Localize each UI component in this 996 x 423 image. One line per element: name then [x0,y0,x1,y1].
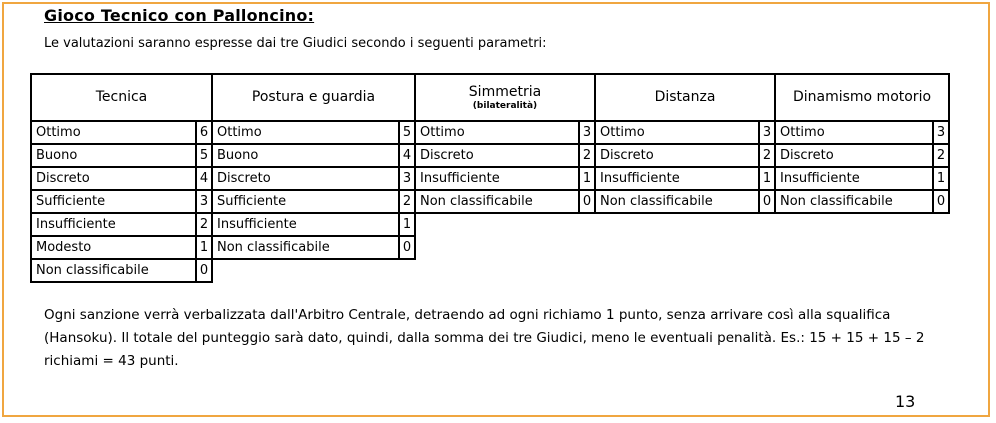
table-row [31,190,212,213]
row-score: 4 [399,144,415,167]
table-row [212,167,415,190]
row-score: 0 [399,236,415,259]
table-row [212,213,415,236]
row-label: Insufficiente [775,167,933,190]
table-header: Simmetria (bilateralità) [415,74,595,121]
row-label: Insufficiente [415,167,579,190]
table-header: Dinamismo motorio [775,74,949,121]
table-simmetria [414,73,596,214]
table-row [595,144,775,167]
row-label: Insufficiente [31,213,196,236]
table-row [212,121,415,144]
row-label: Discreto [595,144,759,167]
row-score: 2 [196,213,212,236]
row-score: 2 [579,144,595,167]
row-label: Ottimo [212,121,399,144]
table-distanza [594,73,776,214]
table-row [31,259,212,282]
row-score: 3 [759,121,775,144]
row-label: Non classificabile [775,190,933,213]
table-row [775,144,949,167]
page-number: 13 [895,392,916,411]
table-header: Postura e guardia [212,74,415,121]
row-score: 1 [399,213,415,236]
row-score: 1 [196,236,212,259]
row-score: 4 [196,167,212,190]
row-label: Insufficiente [212,213,399,236]
row-score: 0 [933,190,949,213]
row-score: 0 [759,190,775,213]
section-subtitle: Le valutazioni saranno espresse dai tre Giudici secondo i seguenti parametri: [44,36,547,51]
table-row [31,236,212,259]
table-row [31,213,212,236]
table-header: Distanza [595,74,775,121]
table-row [775,190,949,213]
row-label: Discreto [31,167,196,190]
row-label: Sufficiente [31,190,196,213]
row-label: Non classificabile [415,190,579,213]
row-label: Non classificabile [31,259,196,282]
section-title: Gioco Tecnico con Palloncino: [44,6,315,25]
row-score: 5 [196,144,212,167]
table-row [212,144,415,167]
row-label: Non classificabile [595,190,759,213]
table-row [415,121,595,144]
row-score: 3 [399,167,415,190]
table-row [415,190,595,213]
row-label: Non classificabile [212,236,399,259]
row-label: Sufficiente [212,190,399,213]
table-row [595,167,775,190]
table-row [31,121,212,144]
row-score: 5 [399,121,415,144]
row-score: 1 [759,167,775,190]
row-score: 3 [579,121,595,144]
table-dinamismo [774,73,950,214]
row-label: Discreto [212,167,399,190]
table-header: Tecnica [31,74,212,121]
row-label: Buono [212,144,399,167]
table-row [212,190,415,213]
row-score: 2 [399,190,415,213]
row-label: Buono [31,144,196,167]
table-row [775,167,949,190]
row-label: Ottimo [775,121,933,144]
row-score: 3 [196,190,212,213]
row-label: Discreto [415,144,579,167]
row-label: Ottimo [595,121,759,144]
table-row [415,144,595,167]
row-label: Modesto [31,236,196,259]
row-score: 6 [196,121,212,144]
row-score: 1 [933,167,949,190]
table-row [415,167,595,190]
table-tecnica [30,73,213,283]
row-label: Ottimo [31,121,196,144]
row-score: 2 [759,144,775,167]
row-label: Ottimo [415,121,579,144]
table-row [212,236,415,259]
table-row [775,121,949,144]
table-row [595,190,775,213]
row-score: 0 [579,190,595,213]
table-row [31,167,212,190]
table-postura [211,73,416,260]
penalty-note: Ogni sanzione verrà verbalizzata dall'Arbitro Centrale, detraendo ad ogni richiamo 1 punto, senza arrivare così alla squalifica (Hansoku). Il totale del punteggio sarà dato, quindi, dalla somma dei tre Giudici, meno le eventuali penalità. Es.: 15 + 15 + 15 – 2 richiami = 43 punti. [44,307,925,369]
row-score: 3 [933,121,949,144]
table-row [31,144,212,167]
table-subheader: (bilateralità) [472,101,538,111]
table-row [595,121,775,144]
row-score: 1 [579,167,595,190]
row-label: Discreto [775,144,933,167]
row-label: Insufficiente [595,167,759,190]
row-score: 0 [196,259,212,282]
row-score: 2 [933,144,949,167]
